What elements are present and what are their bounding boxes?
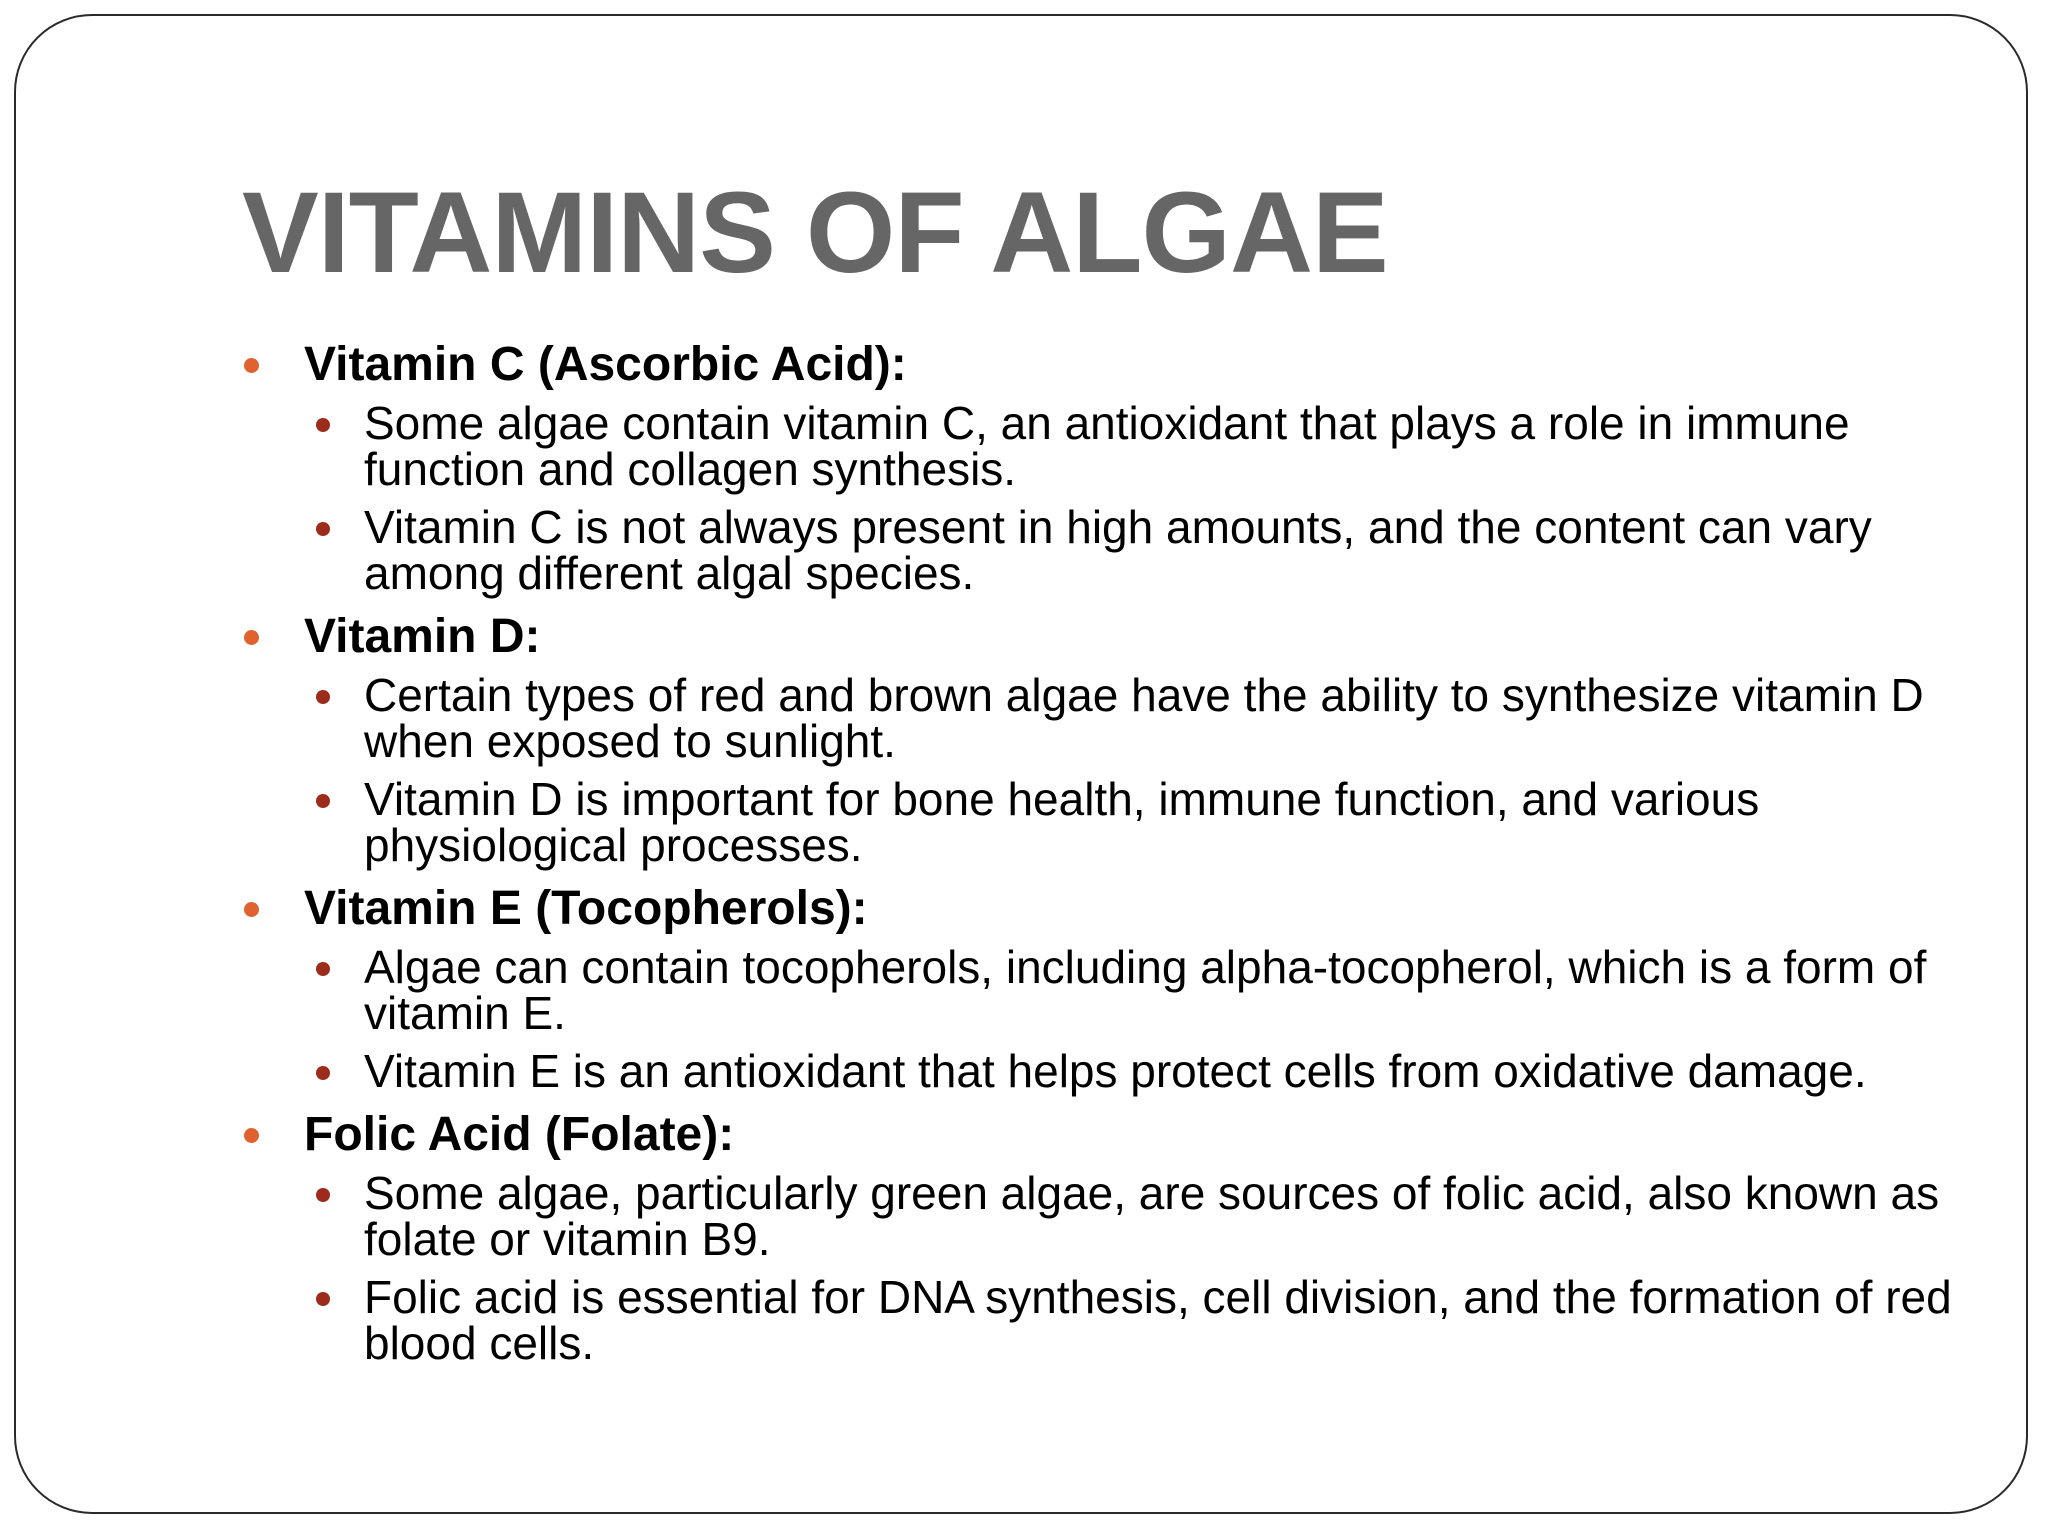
sub-point <box>238 1271 1958 1369</box>
section-heading-text: Folic Acid (Folate): <box>304 1108 735 1161</box>
sub-point <box>238 773 1958 871</box>
sub-point-text: Vitamin C is not always present in high amounts, and the content can vary among different algal species. <box>364 501 1872 599</box>
sub-bullet-icon <box>316 1188 330 1202</box>
section-heading <box>238 336 1958 394</box>
sub-point <box>238 1045 1958 1097</box>
section-heading <box>238 1106 1958 1164</box>
sub-point-text: Some algae contain vitamin C, an antioxidant that plays a role in immune function and collagen synthesis. <box>364 397 1850 495</box>
slide-title: VITAMINS OF ALGAE <box>242 169 1388 297</box>
sub-point <box>238 669 1958 767</box>
bullet-list <box>238 336 1958 1378</box>
sub-bullet-icon <box>316 1066 330 1080</box>
sub-point <box>238 501 1958 599</box>
section-heading <box>238 608 1958 666</box>
section-vitamin-d <box>238 608 1958 871</box>
section-heading <box>238 880 1958 938</box>
section-vitamin-c <box>238 336 1958 599</box>
sub-bullet-icon <box>316 1292 330 1306</box>
sub-point-text: Some algae, particularly green algae, are sources of folic acid, also known as folate or vitamin B9. <box>364 1167 1940 1265</box>
sub-bullet-icon <box>316 418 330 432</box>
sub-point-text: Vitamin E is an antioxidant that helps protect cells from oxidative damage. <box>364 1045 1867 1097</box>
section-folic-acid <box>238 1106 1958 1369</box>
sub-point-text: Vitamin D is important for bone health, immune function, and various physiological processes. <box>364 773 1760 871</box>
main-bullet-icon <box>244 902 259 917</box>
section-heading-text: Vitamin E (Tocopherols): <box>304 882 868 935</box>
sub-bullet-icon <box>316 794 330 808</box>
sub-bullet-icon <box>316 962 330 976</box>
section-vitamin-e <box>238 880 1958 1097</box>
sub-point-text: Folic acid is essential for DNA synthesis, cell division, and the formation of red blood cells. <box>364 1271 1952 1369</box>
sub-point <box>238 1167 1958 1265</box>
main-bullet-icon <box>244 1128 259 1143</box>
sub-point <box>238 941 1958 1039</box>
main-bullet-icon <box>244 358 259 373</box>
sub-point-text: Algae can contain tocopherols, including alpha-tocopherol, which is a form of vitamin E. <box>364 941 1927 1039</box>
sub-point <box>238 397 1958 495</box>
sub-point-text: Certain types of red and brown algae have the ability to synthesize vitamin D when exposed to sunlight. <box>364 669 1924 767</box>
sub-bullet-icon <box>316 690 330 704</box>
section-heading-text: Vitamin C (Ascorbic Acid): <box>304 338 907 391</box>
sub-bullet-icon <box>316 522 330 536</box>
slide <box>14 14 2028 1514</box>
main-bullet-icon <box>244 630 259 645</box>
section-heading-text: Vitamin D: <box>304 610 541 663</box>
